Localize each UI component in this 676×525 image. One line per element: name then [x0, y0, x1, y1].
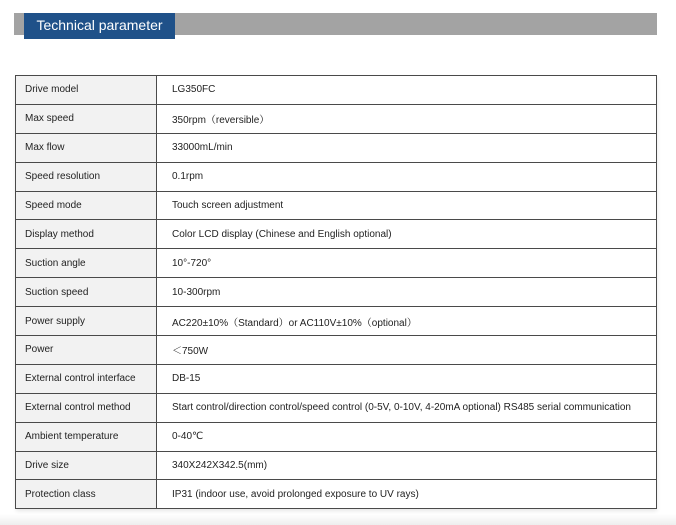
- parameter-label: Display method: [16, 220, 157, 249]
- parameter-label: Speed mode: [16, 191, 157, 220]
- table-row: [16, 278, 657, 307]
- bottom-fade: [0, 514, 676, 525]
- parameter-label: External control method: [16, 393, 157, 422]
- parameter-value: 350rpm（reversible）: [157, 104, 657, 133]
- parameter-label: Power: [16, 336, 157, 365]
- table-row: [16, 249, 657, 278]
- parameter-value: ＜750W: [157, 336, 657, 365]
- parameter-value: DB-15: [157, 364, 657, 393]
- parameter-label: Speed resolution: [16, 162, 157, 191]
- parameter-value: IP31 (indoor use, avoid prolonged exposure to UV rays): [157, 480, 657, 509]
- parameter-value: 0.1rpm: [157, 162, 657, 191]
- table-row: [16, 451, 657, 480]
- table-row: [16, 480, 657, 509]
- table-row: [16, 191, 657, 220]
- parameter-label: Max flow: [16, 133, 157, 162]
- parameter-value: 33000mL/min: [157, 133, 657, 162]
- table-row: [16, 104, 657, 133]
- technical-parameter-table: [15, 75, 657, 509]
- table-row: [16, 307, 657, 336]
- section-title: Technical parameter: [24, 13, 175, 39]
- parameter-value: 10°-720°: [157, 249, 657, 278]
- parameter-value: Touch screen adjustment: [157, 191, 657, 220]
- parameter-value: LG350FC: [157, 76, 657, 105]
- table-row: [16, 133, 657, 162]
- parameter-label: Suction speed: [16, 278, 157, 307]
- parameter-label: Max speed: [16, 104, 157, 133]
- table-row: [16, 336, 657, 365]
- table-row: [16, 393, 657, 422]
- parameter-label: Drive size: [16, 451, 157, 480]
- parameter-label: External control interface: [16, 364, 157, 393]
- table-row: [16, 162, 657, 191]
- parameter-label: Power supply: [16, 307, 157, 336]
- parameter-label: Protection class: [16, 480, 157, 509]
- parameter-value: Start control/direction control/speed control (0-5V, 0-10V, 4-20mA optional) RS485 serial communication: [157, 393, 657, 422]
- parameter-value: AC220±10%（Standard）or AC110V±10%（optional）: [157, 307, 657, 336]
- parameter-value: 0-40℃: [157, 422, 657, 451]
- table-row: [16, 364, 657, 393]
- table-row: [16, 220, 657, 249]
- parameter-value: 340X242X342.5(mm): [157, 451, 657, 480]
- parameter-label: Suction angle: [16, 249, 157, 278]
- table-row: [16, 76, 657, 105]
- parameter-value: Color LCD display (Chinese and English optional): [157, 220, 657, 249]
- table-row: [16, 422, 657, 451]
- parameter-label: Ambient temperature: [16, 422, 157, 451]
- parameter-label: Drive model: [16, 76, 157, 105]
- parameter-value: 10-300rpm: [157, 278, 657, 307]
